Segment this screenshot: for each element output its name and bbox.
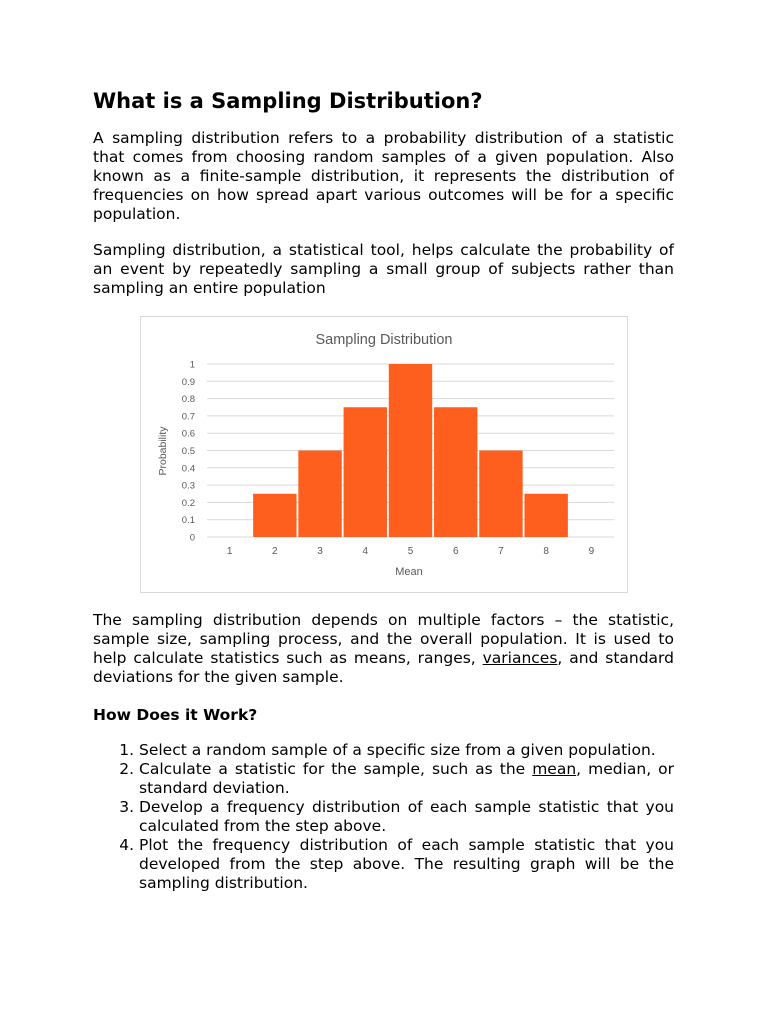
y-tick-label: 0.7 xyxy=(181,411,195,423)
factors-text-end: , and standard deviations for the given sample. xyxy=(93,649,674,686)
mean-link[interactable]: mean xyxy=(532,760,577,778)
y-tick-label: 0 xyxy=(189,532,195,544)
step-text: Select a random sample of a specific size from a given population. xyxy=(139,741,656,759)
step-text: Calculate a statistic for the sample, such as the xyxy=(139,760,533,778)
factors-text: The sampling distribution depends on multiple factors – the statistic, sample size, sampling process, and the overall population. It is used to help calculate statistics such as means, ranges, xyxy=(93,611,674,667)
step-text: Plot the frequency distribution of each sample statistic that you developed from the step above. The resulting graph will be the sampling distribution. xyxy=(139,836,674,892)
bar-2 xyxy=(253,494,296,537)
page-title: What is a Sampling Distribution? xyxy=(93,89,483,113)
chart-title: Sampling Distribution xyxy=(315,332,453,348)
bar-3 xyxy=(298,451,341,538)
steps-list xyxy=(93,741,674,893)
x-tick-label: 7 xyxy=(498,546,504,557)
x-tick-label: 4 xyxy=(362,546,369,557)
y-tick-label: 0.1 xyxy=(181,515,195,527)
x-tick-label: 2 xyxy=(272,546,278,557)
bar-7 xyxy=(479,451,522,538)
paragraph-tool: Sampling distribution, a statistical tool, helps calculate the probability of an event by repeatedly sampling a small group of subjects rather than sampling an entire population xyxy=(93,241,674,297)
bar-4 xyxy=(344,407,387,537)
list-item xyxy=(139,760,674,798)
document-page xyxy=(93,86,674,892)
bar-6 xyxy=(434,407,477,537)
y-tick-label: 0.9 xyxy=(181,376,195,388)
x-axis-label: Mean xyxy=(395,566,423,578)
x-tick-label: 1 xyxy=(226,546,233,557)
x-tick-label: 9 xyxy=(588,546,595,557)
paragraph-factors xyxy=(93,611,674,687)
y-tick-label: 0.2 xyxy=(181,497,195,509)
section-heading: How Does it Work? xyxy=(93,706,258,724)
x-tick-label: 8 xyxy=(543,546,549,557)
y-tick-label: 0.4 xyxy=(181,463,195,475)
variances-link[interactable]: variances xyxy=(482,649,558,667)
y-tick-label: 0.6 xyxy=(181,428,195,440)
paragraph-definition: A sampling distribution refers to a probability distribution of a statistic that comes from choosing random samples of a given population. Also known as a finite-sample distribution, it represents the distribution of frequencies on how spread apart various outcomes will be for a specific population. xyxy=(93,129,674,223)
bar-5 xyxy=(389,364,432,537)
y-tick-label: 0.5 xyxy=(181,446,195,457)
list-item xyxy=(139,836,674,893)
x-tick-label: 5 xyxy=(407,546,414,557)
list-item xyxy=(139,741,674,760)
sampling-distribution-chart xyxy=(140,316,628,593)
y-tick-label: 0.3 xyxy=(181,480,195,492)
y-axis-label: Probability xyxy=(157,426,169,476)
step-text-end: , median, or standard deviation. xyxy=(139,760,674,797)
step-text: Develop a frequency distribution of each sample statistic that you calculated from the step above. xyxy=(139,798,674,835)
x-tick-label: 6 xyxy=(452,546,459,557)
list-item xyxy=(139,798,674,836)
bar-8 xyxy=(524,494,567,537)
y-tick-label: 0.8 xyxy=(181,394,195,406)
y-tick-label: 1 xyxy=(189,359,195,371)
x-tick-label: 3 xyxy=(317,546,323,557)
